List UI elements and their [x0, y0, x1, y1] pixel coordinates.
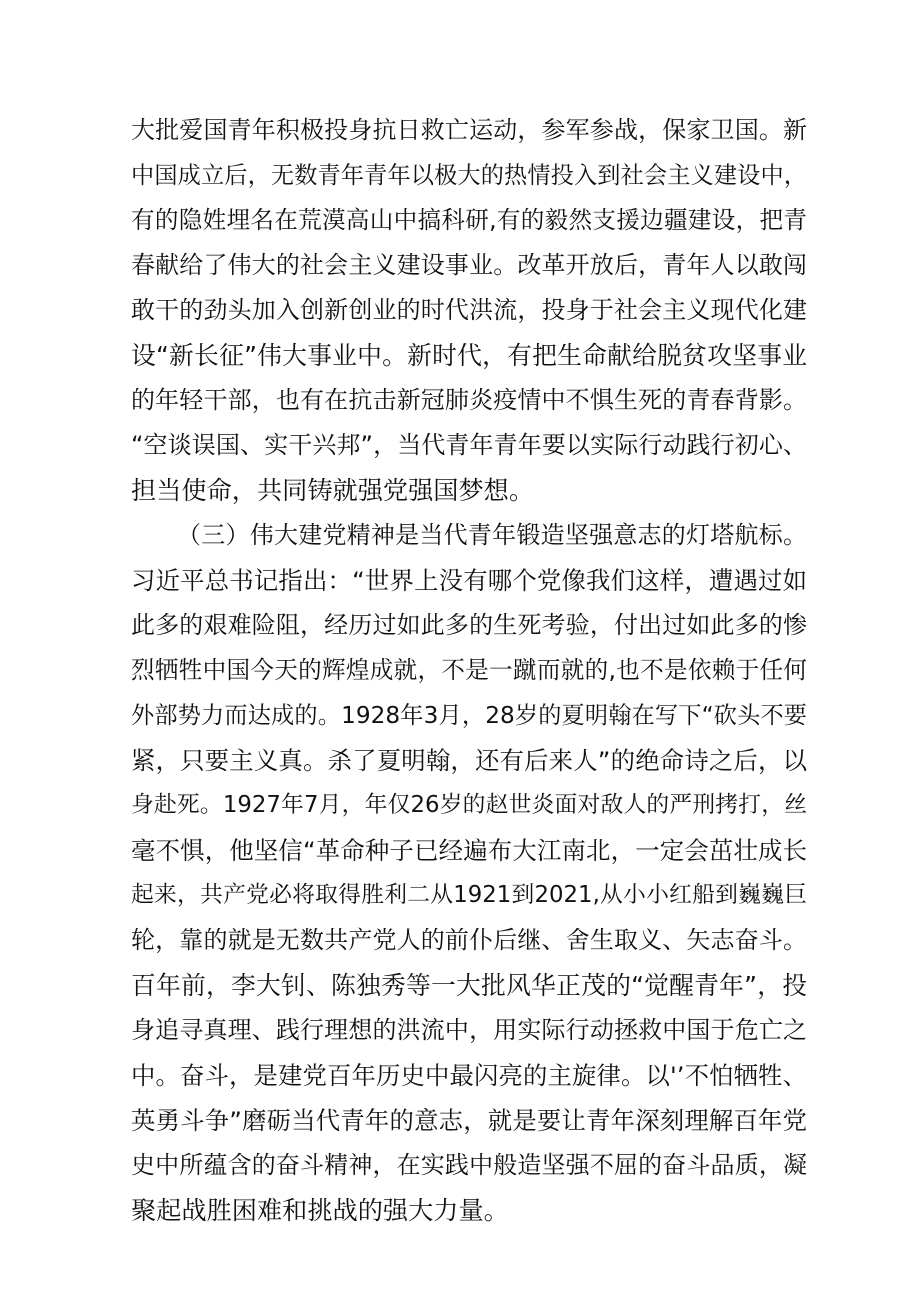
text-line: 烈牺牲中国今天的辉煌成就，不是一蹴而就的,也不是依赖于任何	[131, 656, 807, 684]
text-line: 身赴死。1927年7月，年仅26岁的赵世炎面对敌人的严刑拷打，丝	[131, 792, 807, 818]
text-line: 大批爱国青年积极投身抗日救亡运动，参军参战，保家卫国。新	[131, 116, 807, 144]
text-line: 身追寻真理、践行理想的洪流中，用实际行动拯救中国于危亡之	[131, 1016, 807, 1044]
text-line: 有的隐姓埋名在荒漠高山中搞科研,有的毅然支援边疆建设，把青	[131, 206, 807, 234]
paragraph-end-line: 担当使命，共同铸就强党强国梦想。	[131, 476, 534, 505]
text-line: 史中所蕴含的奋斗精神，在实践中般造坚强不屈的奋斗品质，凝	[131, 1151, 807, 1179]
text-line: 敢干的劲头加入创新创业的时代洪流，投身于社会主义现代化建	[131, 296, 807, 324]
text-line: 百年前，李大钊、陈独秀等一大批风华正茂的“觉醒青年”，投	[131, 971, 807, 1000]
text-line: 的年轻干部，也有在抗击新冠肺炎疫情中不惧生死的青春背影。	[131, 386, 807, 414]
text-line: 设“新长征”伟大事业中。新时代，有把生命献给脱贫攻坚事业	[131, 341, 807, 370]
body-text	[131, 108, 807, 1233]
text-line: 中国成立后，无数青年青年以极大的热情投入到社会主义建设中，	[131, 162, 807, 189]
section-heading-line: （三）伟大建党精神是当代青年锻造坚强意志的灯塔航标。	[177, 521, 807, 549]
text-line: 习近平总书记指出：“世界上没有哪个党像我们这样，遭遇过如	[131, 566, 807, 595]
text-line: 英勇斗争”磨砺当代青年的意志，就是要让青年深刻理解百年党	[131, 1106, 807, 1135]
text-line: 轮，靠的就是无数共产党人的前仆后继、舍生取义、矢志奋斗。	[131, 926, 807, 954]
text-line: 外部势力而达成的。1928年3月，28岁的夏明翰在写下“砍头不要	[131, 702, 807, 729]
text-line: “空谈误国、实干兴邦”，当代青年青年要以实际行动践行初心、	[131, 431, 807, 459]
text-line: 紧，只要主义真。杀了夏明翰，还有后来人”的绝命诗之后，以	[131, 746, 807, 775]
text-line: 毫不惧，他坚信“革命种子已经遍布大江南北，一定会茁壮成长	[131, 836, 807, 865]
text-line: 春献给了伟大的社会主义建设事业。改革开放后，青年人以敢闯	[131, 251, 807, 279]
text-line: 中。奋斗，是建党百年历史中最闪亮的主旋律。以'’不怕牺牲、	[131, 1061, 807, 1090]
text-line: 此多的艰难险阻，经历过如此多的生死考验，付出过如此多的惨	[131, 611, 807, 639]
paragraph-end-line: 聚起战胜困难和挑战的强大力量。	[131, 1196, 509, 1225]
text-line: 起来，共产党必将取得胜利二从1921到2021,从小小红船到巍巍巨	[131, 882, 807, 908]
